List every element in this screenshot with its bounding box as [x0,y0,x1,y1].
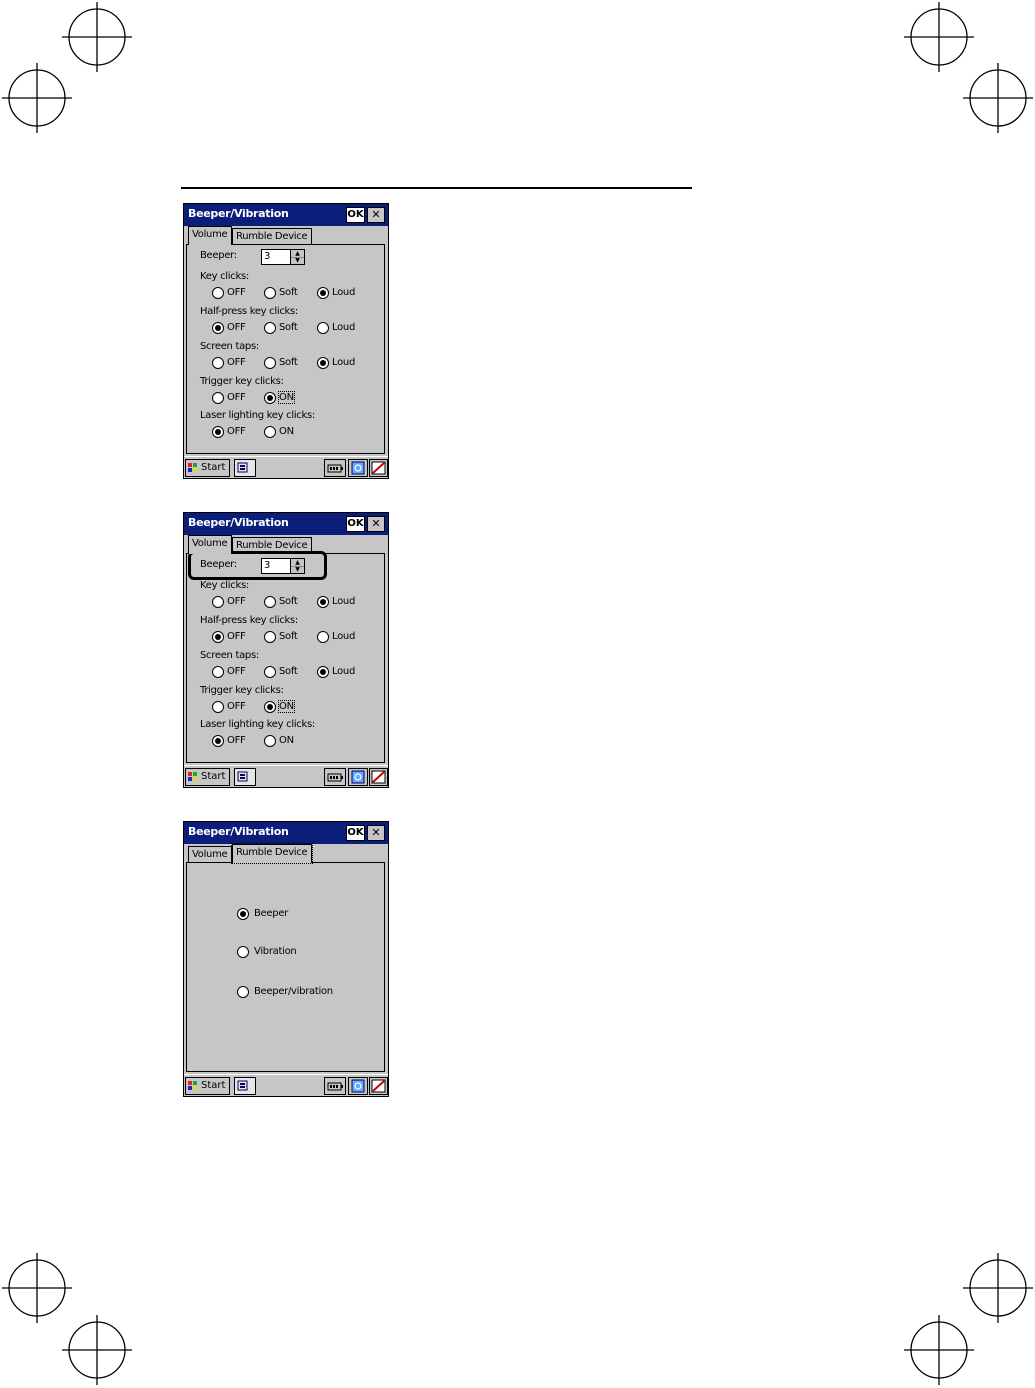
screenshot-rumble-tab [183,821,389,1097]
windows-logo-icon [188,1081,198,1091]
chevron-down-icon[interactable]: ▼ [295,566,300,573]
battery-icon[interactable] [324,768,346,786]
radio-label: ON [279,735,294,746]
windows-logo-icon [188,772,198,782]
group-label: Half-press key clicks: [200,615,299,626]
radio-soft[interactable] [264,631,276,643]
radio-label: Soft [279,631,298,642]
settings-icon[interactable] [234,768,256,786]
group-label: Trigger key clicks: [200,376,284,387]
radio-label: OFF [227,666,246,677]
radio-off[interactable] [212,701,224,713]
battery-icon[interactable] [324,459,346,477]
section-divider [181,187,692,189]
title-bar [184,822,388,844]
taskbar [184,1074,388,1097]
radio-loud[interactable] [317,596,329,608]
chevron-up-icon[interactable]: ▲ [291,250,304,258]
group-label: Laser lighting key clicks: [200,719,315,730]
start-button[interactable] [185,768,230,786]
radio-label: Loud [332,357,355,368]
window-title: Beeper/Vibration [188,825,289,838]
group-label: Key clicks: [200,271,249,282]
radio-label: Loud [332,666,355,677]
start-label: Start [201,1080,226,1091]
radio-label: OFF [227,322,246,333]
tab-rumble-device[interactable]: Rumble Device [232,537,312,553]
window-title: Beeper/Vibration [188,516,289,529]
title-bar [184,513,388,535]
radio-off[interactable] [212,392,224,404]
registration-mark-icon [963,1253,1033,1323]
radio-on[interactable] [264,392,276,404]
start-button[interactable] [185,459,230,477]
radio-label: Loud [332,322,355,333]
ok-button[interactable]: OK [346,516,365,532]
radio-off[interactable] [212,322,224,334]
screenshot-volume-tab-highlighted [183,512,389,788]
close-icon[interactable]: ✕ [367,207,385,223]
radio-label: ON [279,701,294,712]
pen-icon[interactable] [369,1077,388,1095]
tab-panel [186,862,385,1072]
radio-label: OFF [227,426,246,437]
radio-loud[interactable] [317,666,329,678]
group-label: Trigger key clicks: [200,685,284,696]
radio-loud[interactable] [317,631,329,643]
close-icon[interactable]: ✕ [367,516,385,532]
tab-rumble-device[interactable]: Rumble Device [232,844,312,863]
ok-button[interactable]: OK [346,207,365,223]
registration-mark-icon [62,2,132,72]
radio-label: OFF [227,392,246,403]
radio-on[interactable] [264,426,276,438]
window-title: Beeper/Vibration [188,207,289,220]
windows-logo-icon [188,463,198,473]
pen-icon[interactable] [369,768,388,786]
radio-on[interactable] [264,701,276,713]
radio-soft[interactable] [264,596,276,608]
radio-off[interactable] [212,666,224,678]
sync-icon[interactable] [348,459,368,477]
radio-label: OFF [227,701,246,712]
start-label: Start [201,771,226,782]
radio-off[interactable] [212,735,224,747]
radio-rumble-option[interactable] [237,946,249,958]
radio-label: Soft [279,287,298,298]
taskbar [184,765,388,788]
tab-rumble-device[interactable]: Rumble Device [232,228,312,244]
beeper-volume-stepper[interactable] [261,249,305,265]
group-label: Half-press key clicks: [200,306,299,317]
beeper-highlight-callout [188,551,327,580]
group-label: Key clicks: [200,580,249,591]
radio-off[interactable] [212,357,224,369]
radio-label: Loud [332,596,355,607]
pen-icon[interactable] [369,459,388,477]
screenshot-volume-tab [183,203,389,479]
start-label: Start [201,462,226,473]
radio-off[interactable] [212,596,224,608]
sync-icon[interactable] [348,768,368,786]
beeper-label: Beeper: [200,559,237,570]
rumble-option-label: Beeper/vibration [254,986,333,997]
beeper-label: Beeper: [200,250,237,261]
group-label: Laser lighting key clicks: [200,410,315,421]
radio-label: OFF [227,735,246,746]
radio-off[interactable] [212,426,224,438]
group-label: Screen taps: [200,341,259,352]
beeper-volume-value: 3 [264,251,271,262]
radio-loud[interactable] [317,287,329,299]
radio-label: OFF [227,357,246,368]
chevron-down-icon[interactable]: ▼ [295,257,300,264]
radio-soft[interactable] [264,287,276,299]
radio-soft[interactable] [264,357,276,369]
radio-on[interactable] [264,735,276,747]
radio-label: ON [279,426,294,437]
group-label: Screen taps: [200,650,259,661]
chevron-up-icon[interactable]: ▲ [291,559,304,567]
registration-mark-icon [2,63,72,133]
rumble-option-label: Vibration [254,946,297,957]
radio-label: Loud [332,631,355,642]
radio-label: OFF [227,596,246,607]
registration-mark-icon [963,63,1033,133]
title-bar [184,204,388,226]
sync-icon[interactable] [348,1077,368,1095]
beeper-volume-value: 3 [264,560,271,571]
tab-volume[interactable]: Volume [188,846,232,862]
settings-icon[interactable] [234,459,256,477]
radio-label: OFF [227,287,246,298]
close-icon[interactable]: ✕ [367,825,385,841]
battery-icon[interactable] [324,1077,346,1095]
registration-mark-icon [904,1315,974,1385]
radio-label: Soft [279,666,298,677]
registration-mark-icon [2,1253,72,1323]
radio-label: Soft [279,357,298,368]
start-button[interactable] [185,1077,230,1095]
radio-off[interactable] [212,631,224,643]
radio-soft[interactable] [264,666,276,678]
radio-rumble-option[interactable] [237,986,249,998]
ok-button[interactable]: OK [346,825,365,841]
registration-mark-icon [62,1315,132,1385]
radio-label: Loud [332,287,355,298]
registration-mark-icon [904,2,974,72]
rumble-option-label: Beeper [254,908,288,919]
radio-label: OFF [227,631,246,642]
settings-icon[interactable] [234,1077,256,1095]
stepper-buttons[interactable] [290,250,304,264]
radio-rumble-option[interactable] [237,908,249,920]
tab-volume[interactable]: Volume [188,535,232,554]
radio-label: Soft [279,596,298,607]
radio-off[interactable] [212,287,224,299]
tab-volume[interactable]: Volume [188,226,232,245]
taskbar [184,456,388,479]
radio-loud[interactable] [317,322,329,334]
radio-label: Soft [279,322,298,333]
radio-loud[interactable] [317,357,329,369]
radio-label: ON [279,392,294,403]
radio-soft[interactable] [264,322,276,334]
